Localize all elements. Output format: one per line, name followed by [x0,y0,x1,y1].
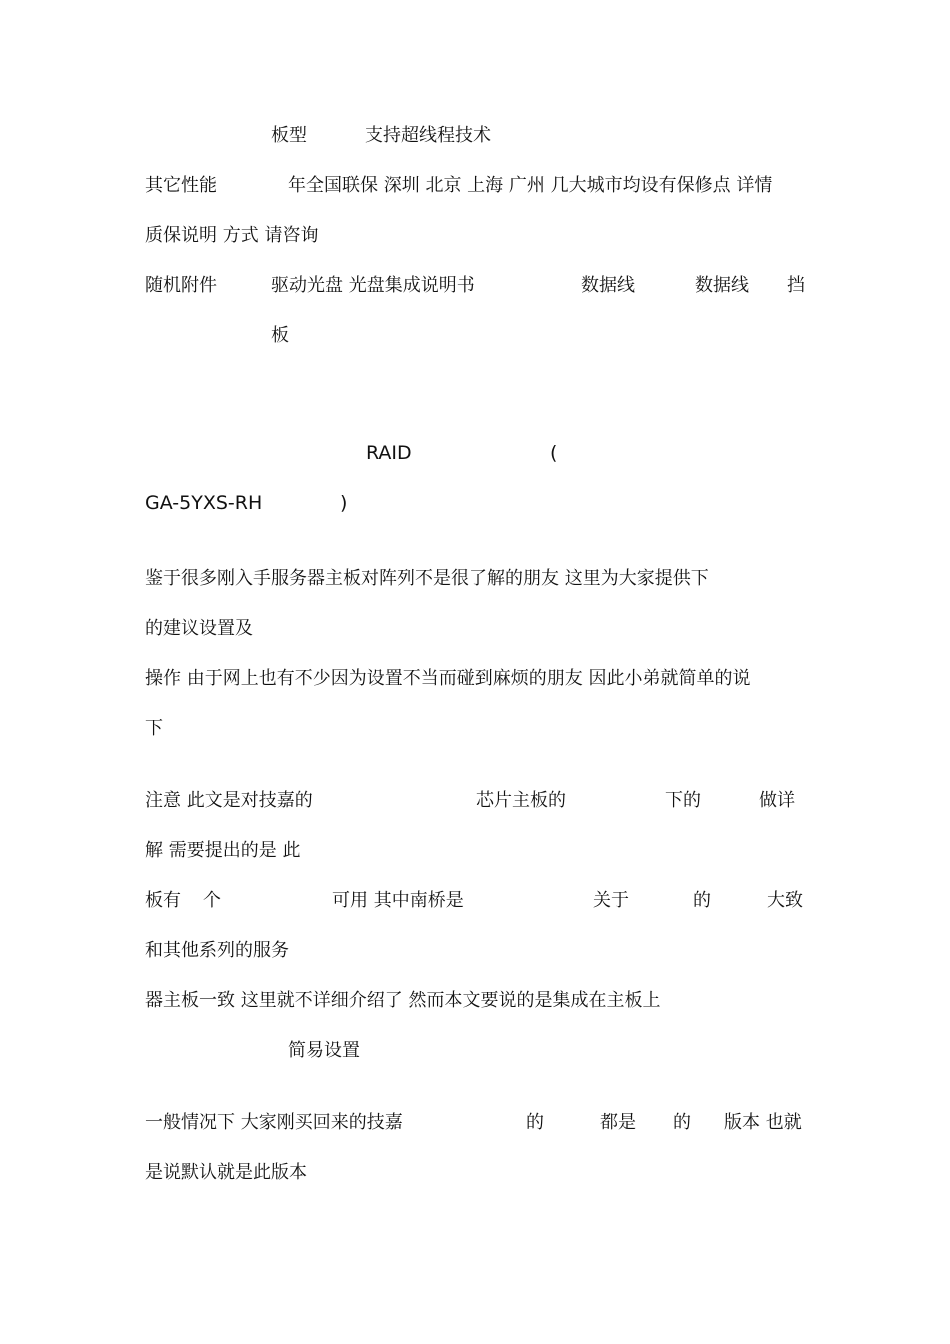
spec-label-board-type: 板型 [271,125,307,146]
spec-value-data-cable-2: 数据线 [695,275,749,296]
spec-value-bracket-1: 挡 [787,275,805,296]
paragraph-2-line-5: 器主板一致 这里就不详细介绍了 然而本文要说的是集成在主板上 [145,990,661,1011]
heading-model: GA-5YXS-RH [145,492,263,514]
heading-raid: RAID [366,442,412,464]
paragraph-1-line-3: 操作 由于网上也有不少因为设置不当而碰到麻烦的朋友 因此小弟就简单的说 [145,668,751,689]
paragraph-2-line-4: 和其他系列的服务 [145,940,289,961]
paragraph-1-line-2: 的建议设置及 [145,618,253,639]
paragraph-2-line-2: 解 需要提出的是 此 [145,840,301,861]
paragraph-1-line-4: 下 [145,718,163,739]
paragraph-3-line-1-d: 的 [673,1112,691,1133]
paragraph-2-line-3-e: 的 [693,890,711,911]
paragraph-2-line-1-a: 注意 此文是对技嘉的 [145,790,313,811]
spec-value-hyperthreading: 支持超线程技术 [365,125,491,146]
spec-value-data-cable-1: 数据线 [581,275,635,296]
spec-label-other-features: 其它性能 [145,175,217,196]
paragraph-2-line-3-c: 可用 其中南桥是 [332,890,464,911]
paragraph-2-line-3-b: 个 [203,890,221,911]
spec-label-accessories: 随机附件 [145,275,217,296]
paragraph-3-line-1-e: 版本 也就 [724,1112,802,1133]
paragraph-3-line-2: 是说默认就是此版本 [145,1162,307,1183]
paragraph-2-line-3-a: 板有 [145,890,181,911]
paragraph-2-line-3-f: 大致 [767,890,803,911]
spec-value-bracket-2: 板 [271,325,289,346]
heading-open-paren: ( [550,442,558,464]
paragraph-3-line-1-b: 的 [526,1112,544,1133]
spec-value-driver-disc: 驱动光盘 光盘集成说明书 [271,275,475,296]
spec-value-warranty-note: 质保说明 方式 请咨询 [145,225,319,246]
heading-close-paren: ) [340,492,348,514]
paragraph-2-line-1-d: 做详 [759,790,795,811]
paragraph-3-line-1-a: 一般情况下 大家刚买回来的技嘉 [145,1112,403,1133]
spec-value-warranty-cities: 年全国联保 深圳 北京 上海 广州 几大城市均设有保修点 详情 [288,175,773,196]
paragraph-2-line-1-b: 芯片主板的 [476,790,566,811]
paragraph-2-line-6: 简易设置 [288,1040,360,1061]
paragraph-2-line-3-d: 关于 [593,890,629,911]
paragraph-3-line-1-c: 都是 [600,1112,636,1133]
paragraph-1-line-1: 鉴于很多刚入手服务器主板对阵列不是很了解的朋友 这里为大家提供下 [145,568,709,589]
paragraph-2-line-1-c: 下的 [665,790,701,811]
